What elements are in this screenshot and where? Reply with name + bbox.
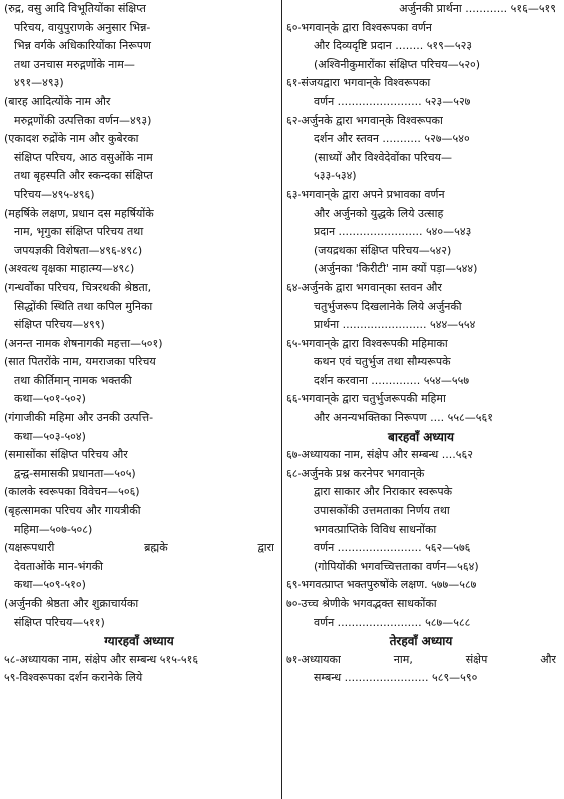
contents-line: वर्णन ........................ ५८७—५८८ xyxy=(314,615,471,629)
contents-line: तथा बृहस्पति और स्कन्दका संक्षिप्त xyxy=(14,169,153,183)
chapter-heading: तेरहवाँ अध्याय xyxy=(389,634,453,649)
contents-line: ६३-भगवान्‌के द्वारा अपने प्रभावका वर्णन xyxy=(286,187,445,201)
column-divider xyxy=(281,0,282,799)
contents-line: (यक्षरूपधारी ब्रह्मके द्वारा xyxy=(4,541,274,555)
contents-line: (अनन्त नामक शेषनागकी महत्ता—५०१) xyxy=(4,336,163,350)
contents-line: (अर्जुनकी श्रेष्ठता और शुक्राचार्यका xyxy=(4,597,139,610)
contents-line: ७०-उच्च श्रेणीके भगवद्भक्त साधकोंका xyxy=(286,597,437,610)
contents-line: संक्षिप्त परिचय—४९९) xyxy=(14,318,105,332)
contents-line: तथा उनचास मरुद्गणोंके नाम— xyxy=(14,57,135,71)
contents-line: ६८-अर्जुनके प्रश्न करनेपर भगवान्‌के xyxy=(286,466,425,480)
contents-line: (बृहत्सामका परिचय और गायत्रीकी xyxy=(4,504,141,518)
contents-line: परिचय, वायुपुराणके अनुसार भिन्न- xyxy=(14,20,151,34)
contents-line: ६५-भगवान्‌के द्वारा विश्वरूपकी महिमाका xyxy=(286,336,448,350)
contents-line: और अनन्यभक्तिका निरूपण .... ५५८—५६१ xyxy=(314,411,493,425)
contents-line: कथा—५०९-५१०) xyxy=(14,578,86,592)
contents-line: वर्णन ........................ ५६२—५७६ xyxy=(314,541,471,555)
contents-left-column xyxy=(4,0,280,799)
contents-line: प्रदान ........................ ५४०—५४३ xyxy=(314,225,472,239)
contents-line: (सात पितरोंके नाम, यमराजका परिचय xyxy=(4,355,156,369)
contents-line: मरुद्गणोंकी उत्पत्तिका वर्णन—४९३) xyxy=(14,113,152,127)
contents-line: कथन एवं चतुर्भुज तथा सौम्यरूपके xyxy=(314,355,451,369)
contents-line: (अर्जुनका 'किरीटी' नाम क्यों पड़ा—५४४) xyxy=(314,262,478,276)
contents-line: सिद्धोंकी स्थिति तथा कपिल मुनिका xyxy=(14,299,153,313)
contents-line: ६४-अर्जुनके द्वारा भगवान्‌का स्तवन और xyxy=(286,280,442,294)
contents-line: ६९-भगवत्प्राप्त भक्तपुरुषोंके लक्षण. ५७७—५८७ xyxy=(286,578,477,592)
contents-line: ६७-अध्यायका नाम, संक्षेप और सम्बन्ध ....५६२ xyxy=(286,448,473,462)
contents-line: संक्षिप्त परिचय—५११) xyxy=(14,615,105,629)
contents-line: संक्षिप्त परिचय, आठ वसुओंके नाम xyxy=(14,150,153,164)
contents-line: (एकादश रुद्रोंके नाम और कुबेरका xyxy=(4,132,139,146)
contents-line: अर्जुनकी प्रार्थना ............ ५१६—५१९ xyxy=(399,2,556,15)
contents-line: प्रार्थना ........................ ५४४—५५४ xyxy=(314,318,476,332)
chapter-heading: ग्यारहवाँ अध्याय xyxy=(104,634,174,649)
contents-line: वर्णन ........................ ५२३—५२७ xyxy=(314,94,471,108)
contents-line: (गंगाजीकी महिमा और उनकी उत्पत्ति- xyxy=(4,411,154,425)
contents-line: भिन्न वर्गके अधिकारियोंका निरूपण xyxy=(14,39,151,53)
contents-line: ६२-अर्जुनके द्वारा भगवान्‌के विश्वरूपका xyxy=(286,113,443,127)
contents-line: कथा—५०१-५०२) xyxy=(14,392,86,406)
contents-line: (बारह आदित्योंके नाम और xyxy=(4,94,111,108)
contents-line: (रुद्र, वसु आदि विभूतियोंका संक्षिप्त xyxy=(4,2,146,15)
contents-line: ६०-भगवान्‌के द्वारा विश्वरूपका वर्णन xyxy=(286,20,432,34)
contents-line: चतुर्भुजरूप दिखलानेके लिये अर्जुनकी xyxy=(314,299,462,313)
contents-line: (साध्यों और विश्वेदेवोंका परिचय— xyxy=(314,150,453,164)
contents-line: (गन्धर्वोंका परिचय, चित्ररथकी श्रेष्ठता, xyxy=(4,280,152,294)
contents-line: ५९-विश्वरूपका दर्शन करानेके लिये xyxy=(4,671,143,685)
contents-line: द्वारा साकार और निराकार स्वरूपके xyxy=(314,485,453,499)
contents-line: द्वन्द्व-समासकी प्रधानता—५०५) xyxy=(14,466,136,480)
contents-line: ४९१—४९३) xyxy=(14,76,64,90)
contents-line: ५८-अध्यायका नाम, संक्षेप और सम्बन्ध ५१५-५१६ xyxy=(4,652,199,666)
contents-line: (समासोंका संक्षिप्त परिचय और xyxy=(4,448,128,462)
contents-line: देवताओंके मान-भंगकी xyxy=(14,559,103,573)
contents-line: परिचय—४९५-४९६) xyxy=(14,187,95,201)
contents-line: (जयद्रथका संक्षिप्त परिचय—५४२) xyxy=(314,243,452,257)
contents-line: (महर्षिके लक्षण, प्रधान दस महर्षियोंके xyxy=(4,206,154,220)
contents-line: महिमा—५०७-५०८) xyxy=(14,522,93,536)
contents-line: दर्शन और स्तवन ........... ५२७—५४० xyxy=(314,132,470,146)
contents-line: जपयज्ञकी विशेषता—४९६-४९८) xyxy=(14,243,143,257)
contents-line: कथा—५०३-५०४) xyxy=(14,429,86,443)
contents-line: उपासकोंकी उत्तमताका निर्णय तथा xyxy=(314,504,450,518)
contents-line: और दिव्यदृष्टि प्रदान ........ ५१९—५२३ xyxy=(314,39,473,53)
contents-line: (अश्विनीकुमारोंका संक्षिप्त परिचय—५२०) xyxy=(314,57,481,71)
contents-line: दर्शन करवाना .............. ५५४—५५७ xyxy=(314,373,470,387)
contents-line: ६६-भगवान्‌के द्वारा चतुर्भुजरूपकी महिमा xyxy=(286,392,446,406)
contents-line: (कालके स्वरूपका विवेचन—५०६) xyxy=(4,485,140,499)
contents-line: तथा कीर्तिमान् नामक भक्तकी xyxy=(14,373,132,387)
contents-line: भगवत्प्राप्तिके विविध साधनोंका xyxy=(314,522,437,536)
contents-line: सम्बन्ध ........................ ५८९—५९० xyxy=(314,671,478,685)
contents-right-column xyxy=(280,0,556,799)
contents-line: नाम, भृगुका संक्षिप्त परिचय तथा xyxy=(14,225,144,239)
chapter-heading: बारहवाँ अध्याय xyxy=(388,429,454,444)
contents-line: (गोपियोंकी भगवच्चित्तताका वर्णन—५६४) xyxy=(314,559,479,573)
contents-line: और अर्जुनको युद्धके लिये उत्साह xyxy=(314,206,444,220)
contents-line: ५३३-५३४) xyxy=(314,169,357,183)
contents-line: ६१-संजयद्वारा भगवान्‌के विश्वरूपका xyxy=(286,76,431,90)
contents-line: (अश्वत्थ वृक्षका माहात्म्य—४९८) xyxy=(4,262,135,276)
contents-line: ७१-अध्यायका नाम, संक्षेप और xyxy=(286,652,556,666)
